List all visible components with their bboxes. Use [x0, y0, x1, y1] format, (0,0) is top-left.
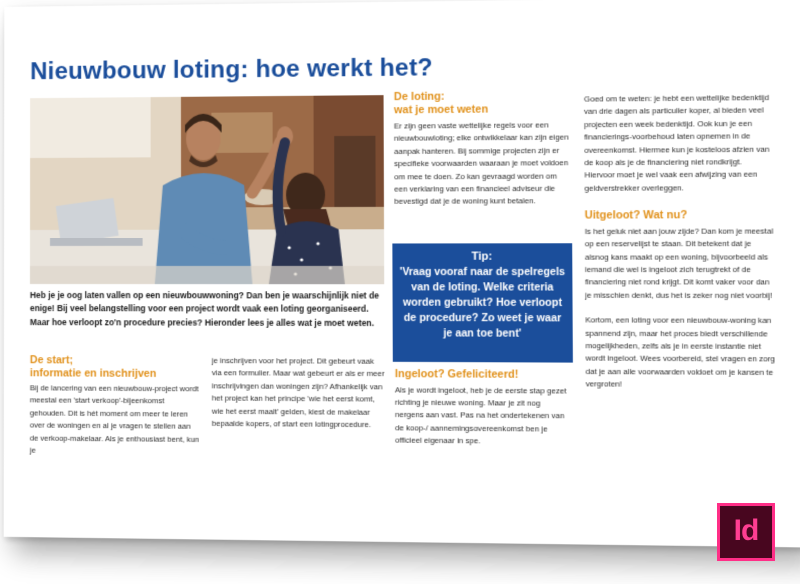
section-right-text-middle: Is het geluk niet aan jouw zijde? Dan kom je meestal op een reservelijst te staan. Dit betekent dat je alsnog kans maakt op een woning, bijvoorbeeld als iemand die wel is ingeloot zich terugtrekt of de financiering niet rond krijgt. Dit komt vaker voor dan je misschien denkt, dus het is zeker nog niet voorbij! [584, 226, 774, 300]
section-start-continued [212, 355, 385, 432]
tip-box [392, 243, 573, 362]
section-rules [394, 89, 570, 208]
section-right-heading: Uitgeloot? Wat nu? [584, 209, 688, 222]
intro-paragraph: Heb je je oog laten vallen op een nieuwbouwwoning? Dan ben je waarschijnlijk niet de enige! Bij veel belangstelling voor een project wordt vaak een loting georganiseerd. Maar hoe verloopt zo'n procedure precies? Hieronder lees je alles wat je moet weten. [29, 290, 380, 328]
tip-text: 'Vraag vooraf naar de spelregels van de loting. Welke criteria worden gebruikt? Hoe verloopt de procedure? Zo weet je waar je aan toe bent' [399, 266, 566, 340]
tip-label: Tip: [471, 250, 493, 263]
section-rules-text: Er zijn geen vaste wettelijke regels voor een nieuwbouwloting; elke ontwikkelaar kan zijn eigen aanpak hanteren. Bij sommige projecten zijn er specifieke voorwaarden waaraan je moet voldoen om mee te doen. Zo kan gevraagd worden om een verklaring van een financieel adviseur die bevestigd dat je de woning kunt betalen. [393, 120, 569, 207]
section-start-text-part2: je inschrijven voor het project. Dit gebeurt vaak via een formulier. Maar wat gebeurt er als er meer inschrijvingen dan woningen zijn? Afhankelijk van het project kan het principe 'wie het eerst komt, wie het eerst maalt' gelden, kiest de makelaar bepaalde kopers, of start een lotingprocedure. [211, 355, 385, 430]
indesign-app-icon[interactable]: Id [717, 503, 775, 561]
section-start-text-part1: Bij de lancering van een nieuwbouw-project wordt meestal een 'start verkoop'-bijeenkomst gehouden. Dit is hét moment om meer te leren over de woningen en al je vragen te stellen aan de verkoop-makelaar. Als je enthousiast bent, kun je [29, 383, 200, 455]
section-drawn-text: Als je wordt ingeloot, heb je de eerste stap gezet richting je nieuwe woning. Maar je zit nog nergens aan vast. Pas na het ondertekenen van de koop-/ aannemingsovereenkomst ben je officieel eigenaar in spe. [394, 384, 567, 446]
section-start [30, 354, 200, 458]
section-drawn-heading: Ingeloot? Gefeliciteerd! [394, 367, 519, 381]
section-rules-heading-line2: wat je moet weten [393, 102, 489, 116]
article-photo [30, 95, 384, 284]
section-start-heading-line2: informatie en inschrijven [29, 366, 157, 380]
section-rules-heading-line1: De loting: [393, 90, 445, 104]
section-right-text-top: Goed om te weten: je hebt een wettelijke bedenktijd van drie dagen als particulier koper, al bieden veel projecten een week bedenktijd. Ook kun je een financierings-voorbehoud laten opnemen in de overeenkomst. Hiermee kun je kosteloos afzien van de koop als je de financiering niet rondkrijgt. Hiervoor moet je wel vaak een afwijzing van een geldverstrekker overleggen. [583, 92, 770, 193]
section-drawn [395, 368, 571, 449]
section-start-heading-line1: De start; [29, 354, 74, 367]
article-title: Nieuwbouw loting: hoe werkt het? [30, 54, 433, 86]
section-right-text-bottom: Kortom, een loting voor een nieuwbouw-woning kan spannend zijn, maar het proces biedt verschillende mogelijkheden, zelfs als je in eerste instantie niet wordt ingeloot. Wees voorbereid, stel vragen en zorg dat je aan alle voorwaarden voldoet om je kansen te vergroten! [585, 315, 776, 389]
section-right [584, 92, 776, 393]
magazine-page [4, 0, 800, 547]
